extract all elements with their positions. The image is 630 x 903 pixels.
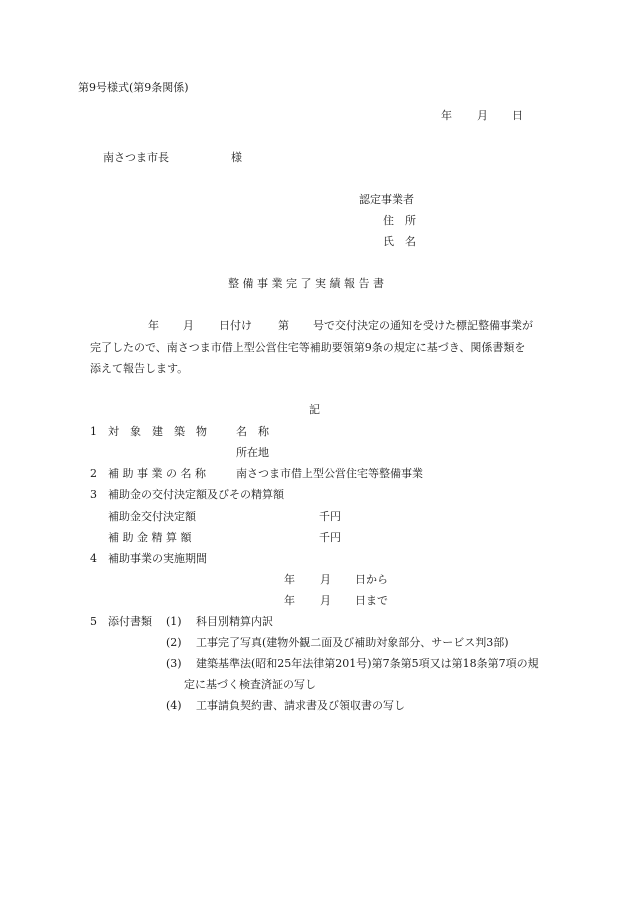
item-4-from-year: 年: [284, 573, 295, 586]
body-month: 月: [183, 319, 194, 332]
form-number: 第9号様式(第9条関係): [78, 81, 189, 94]
item-3-decided-label: 補助金交付決定額: [108, 510, 196, 523]
item-3-label: 補助金の交付決定額及びその精算額: [108, 488, 284, 501]
item-4-to-day: 日まで: [355, 594, 388, 607]
attachment-text: 建築基準法(昭和25年法律第201号)第7条第5項又は第18条第7項の規: [196, 657, 539, 670]
body-line3: 添えて報告します。: [90, 362, 189, 375]
item-3-decided-unit: 千円: [319, 510, 341, 523]
date-month: 月: [477, 109, 488, 122]
body-line1-rest: 号で交付決定の通知を受けた標記整備事業が: [313, 319, 533, 332]
item-4-from-day: 日から: [355, 573, 388, 586]
addressee-honorific: 様: [231, 151, 242, 164]
body-line2: 完了したので、南さつま市借上型公営住宅等補助要領第9条の規定に基づき、関係書類を: [90, 341, 526, 354]
applicant-title: 認定事業者: [359, 193, 414, 206]
item-4-label: 補助事業の実施期間: [108, 552, 207, 565]
item-4-from-month: 月: [320, 573, 331, 586]
attachment-text: 工事請負契約書、請求書及び領収書の写し: [196, 699, 405, 712]
item-2-label: 補 助 事 業 の 名 称: [108, 467, 206, 480]
attachment-number: (1): [166, 615, 182, 628]
item-3-settled-unit: 千円: [319, 531, 341, 544]
attachment-number: (4): [166, 699, 182, 712]
item-5-label: 添付書類: [108, 615, 152, 628]
date-day: 日: [512, 109, 523, 122]
ki-heading: 記: [309, 403, 320, 416]
addressee-name: 南さつま市長: [103, 151, 169, 164]
item-3-number: 3: [90, 488, 97, 501]
item-4-to-year: 年: [284, 594, 295, 607]
item-3-settled-label: 補 助 金 精 算 額: [108, 531, 192, 544]
body-day: 日付け: [219, 319, 252, 332]
applicant-name-label: 氏 名: [383, 235, 416, 248]
item-2-value: 南さつま市借上型公営住宅等整備事業: [236, 467, 423, 480]
attachment-text-continued: 定に基づく検査済証の写し: [184, 678, 316, 691]
attachment-text: 科目別精算内訳: [196, 615, 273, 628]
item-1-location-label: 所在地: [236, 446, 269, 459]
applicant-address-label: 住 所: [383, 214, 416, 227]
item-1-label: 対 象 建 築 物: [108, 425, 207, 438]
item-4-number: 4: [90, 552, 97, 565]
body-number-prefix: 第: [278, 319, 289, 332]
item-5-number: 5: [90, 615, 97, 628]
attachment-number: (2): [166, 636, 182, 649]
item-1-name-label: 名 称: [236, 425, 269, 438]
attachment-number: (3): [166, 657, 182, 670]
date-year: 年: [441, 109, 452, 122]
body-year: 年: [148, 319, 159, 332]
item-4-to-month: 月: [320, 594, 331, 607]
item-2-number: 2: [90, 467, 97, 480]
document-title: 整 備 事 業 完 了 実 績 報 告 書: [228, 277, 384, 290]
item-1-number: 1: [90, 425, 97, 438]
attachment-text: 工事完了写真(建物外観二面及び補助対象部分、サービス判3部): [196, 636, 509, 649]
